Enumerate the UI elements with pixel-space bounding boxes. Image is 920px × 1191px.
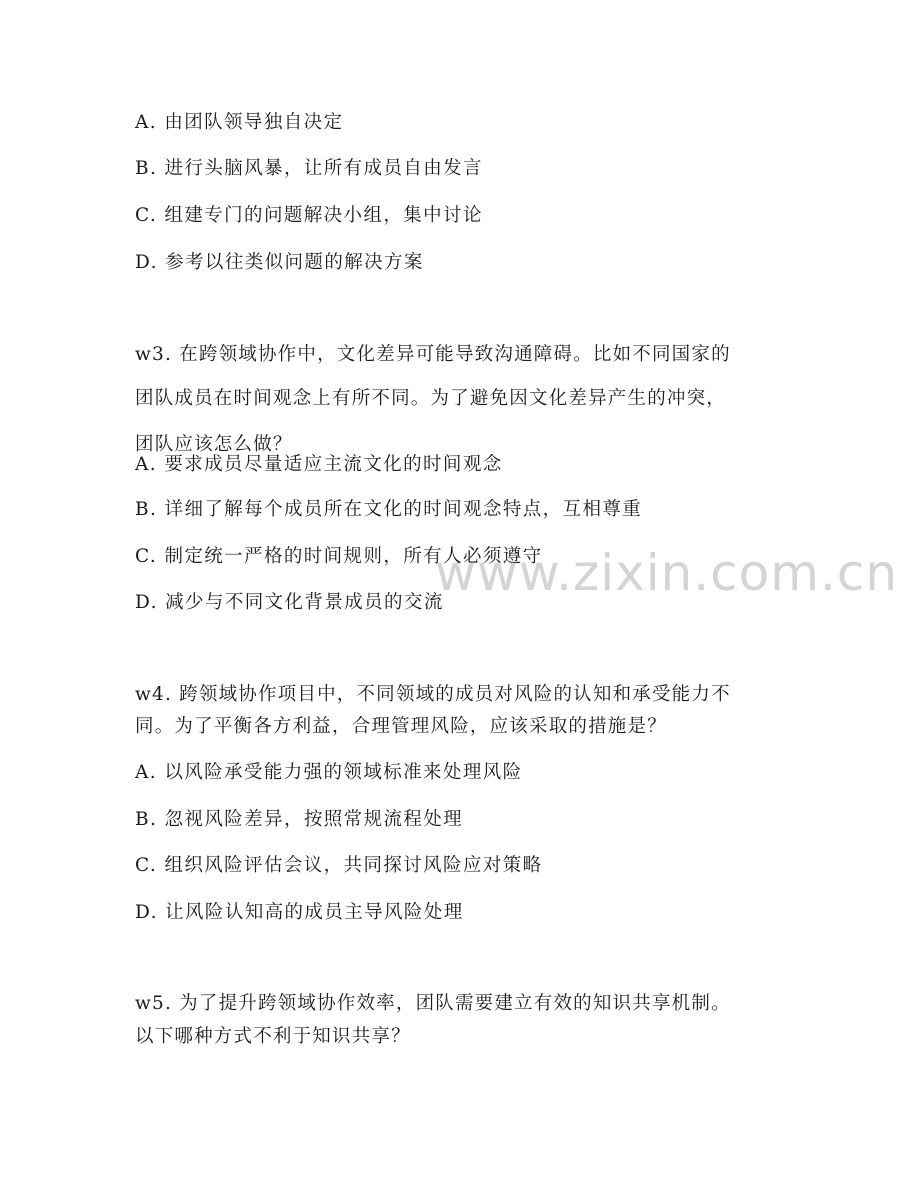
q5-text-line-2: 以下哪种方式不利于知识共享？ bbox=[135, 1026, 411, 1047]
q3-option-a: A. 要求成员尽量适应主流文化的时间观念 bbox=[135, 454, 503, 475]
q4-option-a: A. 以风险承受能力强的领域标准来处理风险 bbox=[135, 762, 523, 783]
q2-option-b: B. 进行头脑风暴，让所有成员自由发言 bbox=[135, 158, 483, 179]
q4-option-b: B. 忽视风险差异，按照常规流程处理 bbox=[135, 809, 464, 830]
q3-text-line-3: 团队应该怎么做？ bbox=[135, 434, 293, 455]
q2-option-d: D. 参考以往类似问题的解决方案 bbox=[135, 252, 424, 273]
q2-option-c: C. 组建专门的问题解决小组，集中讨论 bbox=[135, 205, 483, 226]
q3-text-line-2: 团队成员在时间观念上有所不同。为了避免因文化差异产生的冲突， bbox=[135, 388, 727, 409]
watermark: www.zixin.com.cn bbox=[435, 544, 899, 602]
q4-text-line-1: w4. 跨领域协作项目中，不同领域的成员对风险的认知和承受能力不 bbox=[135, 684, 731, 705]
q4-option-c: C. 组织风险评估会议，共同探讨风险应对策略 bbox=[135, 855, 543, 876]
q2-option-a: A. 由团队领导独自决定 bbox=[135, 112, 344, 133]
q4-text-line-2: 同。为了平衡各方利益，合理管理风险，应该采取的措施是？ bbox=[135, 716, 667, 737]
q3-text-line-1: w3. 在跨领域协作中，文化差异可能导致沟通障碍。比如不同国家的 bbox=[135, 344, 731, 365]
q5-text-line-1: w5. 为了提升跨领域协作效率，团队需要建立有效的知识共享机制。 bbox=[135, 993, 731, 1014]
q3-option-d: D. 减少与不同文化背景成员的交流 bbox=[135, 592, 444, 613]
q4-option-d: D. 让风险认知高的成员主导风险处理 bbox=[135, 902, 464, 923]
q3-option-b: B. 详细了解每个成员所在文化的时间观念特点，互相尊重 bbox=[135, 499, 643, 520]
q3-option-c: C. 制定统一严格的时间规则，所有人必须遵守 bbox=[135, 546, 543, 567]
